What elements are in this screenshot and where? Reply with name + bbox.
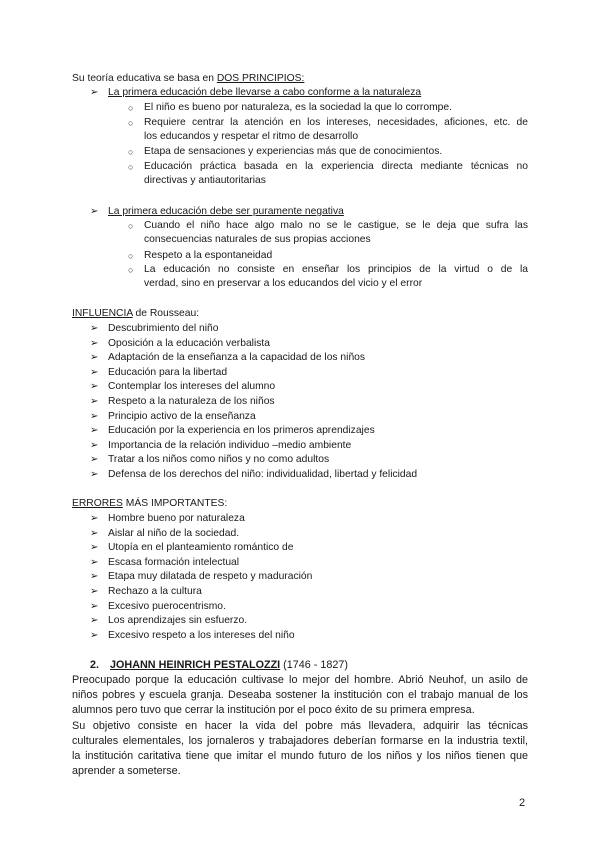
- arrow-bullet-icon: ➢: [90, 337, 99, 349]
- section-2-heading: [90, 658, 348, 673]
- arrow-bullet-icon: ➢: [90, 366, 99, 378]
- arrow-bullet-icon: ➢: [90, 513, 99, 524]
- circle-bullet-icon: ○: [128, 103, 134, 113]
- arrow-bullet-icon: ➢: [90, 87, 99, 98]
- principle-1-item: Educación práctica basada en la experiencia directa mediante técnicas no: [144, 161, 528, 172]
- arrow-bullet-icon: ➢: [90, 352, 99, 364]
- principle-2-item: Respeto a la espontaneidad: [144, 250, 273, 261]
- arrow-bullet-icon: ➢: [90, 629, 99, 641]
- arrow-bullet-icon: ➢: [90, 527, 99, 539]
- errors-heading: [72, 497, 227, 511]
- principle-2-item: Cuando el niño hace algo malo no se le castigue, se le deja que sufra las: [144, 220, 528, 231]
- intro-line: [72, 72, 304, 86]
- arrow-bullet-icon: ➢: [90, 542, 99, 554]
- arrow-bullet-icon: ➢: [90, 206, 99, 217]
- error-item: Etapa muy dilatada de respeto y maduración: [108, 571, 313, 583]
- error-item: Los aprendizajes sin esfuerzo.: [108, 615, 248, 627]
- influence-item: Tratar a los niños como niños y no como adultos: [108, 454, 330, 466]
- arrow-bullet-icon: ➢: [90, 425, 99, 437]
- influence-item: Adaptación de la enseñanza a la capacidad de los niños: [108, 352, 366, 364]
- principle-1-title: La primera educación debe llevarse a cabo conforme a la naturaleza: [108, 87, 422, 98]
- paragraph-line: alumnos pero tuvo que cerrar la institución por el poco éxito de su primera empresa.: [72, 704, 475, 717]
- influence-item: Educación por la experiencia en los primeros aprendizajes: [108, 425, 375, 437]
- section-title: JOHANN HEINRICH PESTALOZZI: [110, 659, 281, 671]
- influence-item: Oposición a la educación verbalista: [108, 337, 270, 349]
- arrow-bullet-icon: ➢: [90, 410, 99, 422]
- section-years: (1746 - 1827): [280, 659, 348, 671]
- paragraph-line: Su objetivo consiste en hacer la vida del pobre más llevadera, adquirir las técnicas: [72, 719, 528, 732]
- influence-item: Principio activo de la enseñanza: [108, 410, 256, 422]
- influence-item: Contemplar los intereses del alumno: [108, 381, 276, 393]
- error-item: Aislar al niño de la sociedad.: [108, 527, 240, 539]
- principle-1-item-cont: los educandos y respetar el ritmo de desarrollo: [144, 131, 359, 142]
- intro-text: Su teoría educativa se basa en: [72, 73, 217, 84]
- section-number: 2.: [90, 659, 100, 671]
- principle-1-item: Etapa de sensaciones y experiencias más que de conocimientos.: [144, 146, 443, 157]
- influence-heading: [72, 307, 199, 321]
- circle-bullet-icon: ○: [128, 265, 134, 275]
- arrow-bullet-icon: ➢: [90, 323, 99, 334]
- influence-heading-label: INFLUENCIA: [72, 308, 133, 319]
- error-item: Rechazo a la cultura: [108, 586, 202, 597]
- paragraph-line: la institución caritativa tiene que imitar el mundo futuro de los niños y los niños tienen que: [72, 750, 528, 762]
- error-item: Escasa formación intelectual: [108, 556, 240, 568]
- influence-item: Defensa de los derechos del niño: individualidad, libertad y felicidad: [108, 469, 418, 480]
- influence-item: Educación para la libertad: [108, 366, 228, 378]
- arrow-bullet-icon: ➢: [90, 556, 99, 568]
- circle-bullet-icon: ○: [128, 251, 134, 261]
- principle-2-item: La educación no consiste en enseñar los principios de la virtud o de la: [144, 264, 528, 275]
- error-item: Utopía en el planteamiento romántico de: [108, 542, 294, 554]
- circle-bullet-icon: ○: [128, 147, 134, 157]
- principle-1-item: Requiere centrar la atención en los intereses, necesidades, aficiones, etc. de: [144, 117, 528, 128]
- paragraph-line: aprender a someterse.: [72, 765, 181, 778]
- influence-item: Respeto a la naturaleza de los niños: [108, 396, 275, 407]
- circle-bullet-icon: ○: [128, 221, 134, 231]
- error-item: Excesivo puerocentrismo.: [108, 600, 226, 612]
- arrow-bullet-icon: ➢: [90, 396, 99, 407]
- principle-1-item-cont: directivas y antiautoritarias: [144, 175, 266, 186]
- circle-bullet-icon: ○: [128, 118, 134, 128]
- paragraph-line: Preocupado porque la educación cultivase lo mejor del hombre. Abrió Neuhof, un asilo de: [72, 674, 528, 686]
- arrow-bullet-icon: ➢: [90, 615, 99, 627]
- arrow-bullet-icon: ➢: [90, 571, 99, 583]
- arrow-bullet-icon: ➢: [90, 439, 99, 451]
- arrow-bullet-icon: ➢: [90, 469, 99, 480]
- arrow-bullet-icon: ➢: [90, 381, 99, 393]
- paragraph-line: niños pobres y escuela granja. Deseaba sostener la institución con el trabajo manual de los: [72, 689, 528, 702]
- errors-heading-label: ERRORES: [72, 498, 123, 509]
- error-item: Hombre bueno por naturaleza: [108, 513, 245, 524]
- arrow-bullet-icon: ➢: [90, 600, 99, 612]
- error-item: Excesivo respeto a los intereses del niño: [108, 629, 295, 641]
- paragraph-line: culturales elementales, los jornaleros y trabajadores deberían formarse en la industria textil,: [72, 734, 528, 747]
- principle-2-item-cont: verdad, sino en preservar a los educandos del vicio y el error: [144, 278, 423, 289]
- principle-1-item: El niño es bueno por naturaleza, es la sociedad la que lo corrompe.: [144, 102, 452, 113]
- arrow-bullet-icon: ➢: [90, 586, 99, 597]
- page-number: 2: [519, 797, 526, 809]
- intro-emphasis: DOS PRINCIPIOS:: [216, 73, 305, 84]
- principle-2-item-cont: consecuencias naturales de sus propias acciones: [144, 234, 371, 245]
- influence-item: Importancia de la relación individuo –medio ambiente: [108, 439, 352, 451]
- influence-item: Descubrimiento del niño: [108, 323, 219, 334]
- errors-heading-rest: MÁS IMPORTANTES:: [122, 498, 228, 509]
- influence-heading-rest: de Rousseau:: [132, 308, 200, 319]
- arrow-bullet-icon: ➢: [90, 454, 99, 466]
- circle-bullet-icon: ○: [128, 162, 134, 172]
- principle-2-title: La primera educación debe ser puramente negativa: [108, 206, 344, 217]
